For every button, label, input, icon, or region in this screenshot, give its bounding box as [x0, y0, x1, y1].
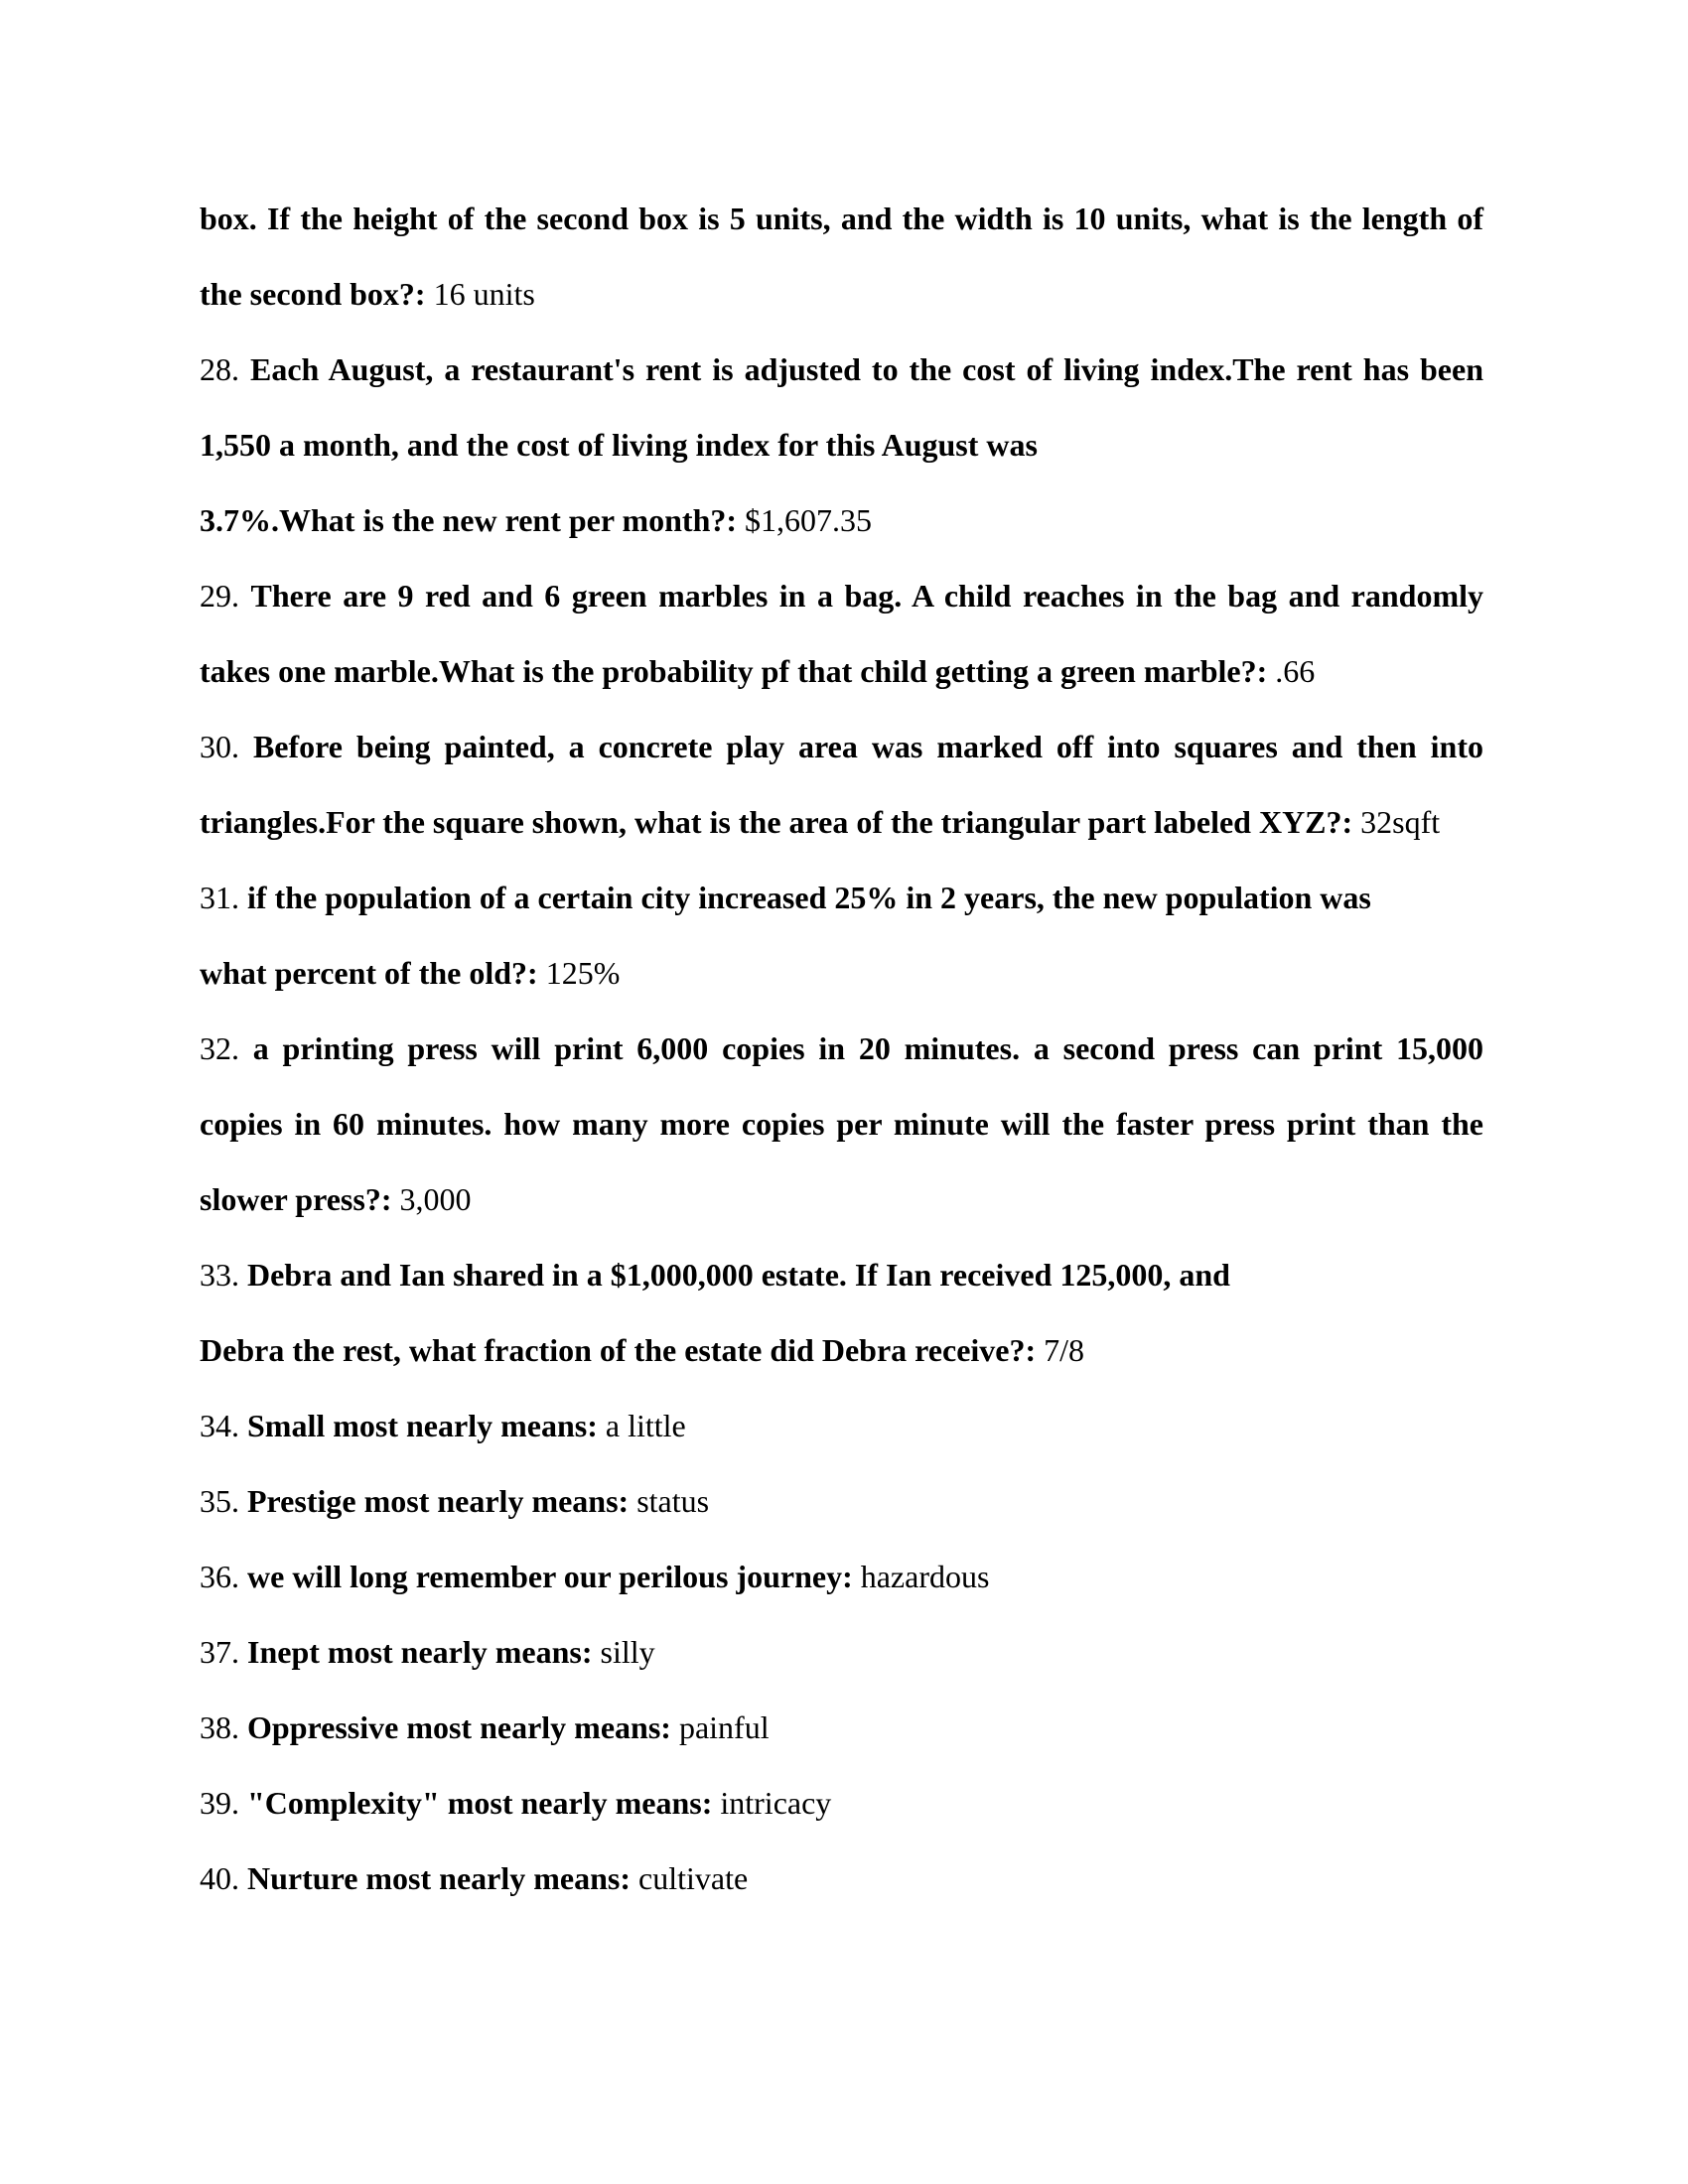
question-text: copies in 60 minutes. how many more copies per minute will the faster press print than the: [200, 1106, 1483, 1142]
answer-text: painful: [678, 1709, 770, 1745]
question-item: [200, 1783, 831, 1823]
text-line: [200, 199, 1483, 238]
text-line: [200, 425, 1038, 465]
question-number: 31.: [200, 880, 239, 915]
question-number: 28.: [200, 351, 239, 387]
answer-text: hazardous: [860, 1559, 990, 1594]
answer-text: 3,000: [399, 1181, 472, 1217]
question-text: we will long remember our perilous journey:: [247, 1559, 853, 1594]
answer-text: .66: [1275, 653, 1316, 689]
text-line: [200, 1104, 1483, 1144]
text-line: [200, 802, 1440, 842]
question-text: triangles.For the square shown, what is the area of the triangular part labeled XYZ?:: [200, 804, 1353, 840]
question-text: Inept most nearly means:: [247, 1634, 593, 1670]
question-item: [200, 1406, 686, 1445]
answer-text: 125%: [545, 955, 621, 991]
question-item: [200, 727, 1483, 766]
question-text: the second box?:: [200, 276, 426, 312]
question-text: 3.7%.What is the new rent per month?:: [200, 502, 738, 538]
question-text: a printing press will print 6,000 copies in 20 minutes. a second press can print 15,000: [252, 1030, 1484, 1066]
question-item: [200, 349, 1483, 389]
question-text: 1,550 a month, and the cost of living index for this August was: [200, 427, 1038, 463]
answer-text: a little: [605, 1408, 686, 1443]
answer-text: cultivate: [638, 1860, 749, 1896]
question-text: takes one marble.What is the probability pf that child getting a green marble?:: [200, 653, 1268, 689]
question-number: 40.: [200, 1860, 239, 1896]
question-number: 37.: [200, 1634, 239, 1670]
text-line: [200, 1179, 471, 1219]
question-item: [200, 1481, 709, 1521]
text-line: [200, 1330, 1084, 1370]
question-number: 33.: [200, 1257, 239, 1293]
question-item: [200, 878, 1371, 917]
question-number: 36.: [200, 1559, 239, 1594]
question-number: 34.: [200, 1408, 239, 1443]
question-item: [200, 1028, 1483, 1068]
question-number: 38.: [200, 1709, 239, 1745]
question-text: Before being painted, a concrete play area was marked off into squares and then into: [252, 729, 1484, 764]
question-item: [200, 1255, 1230, 1295]
question-text: Debra the rest, what fraction of the estate did Debra receive?:: [200, 1332, 1037, 1368]
question-item: [200, 1858, 748, 1898]
question-text: if the population of a certain city increased 25% in 2 years, the new population was: [247, 880, 1371, 915]
answer-text: $1,607.35: [745, 502, 873, 538]
question-number: 39.: [200, 1785, 239, 1821]
question-text: box. If the height of the second box is 5 units, and the width is 10 units, what is the length of: [200, 201, 1483, 236]
question-text: Oppressive most nearly means:: [247, 1709, 671, 1745]
question-text: Each August, a restaurant's rent is adjusted to the cost of living index.The rent has been: [249, 351, 1484, 387]
answer-text: silly: [600, 1634, 655, 1670]
text-line: [200, 274, 535, 314]
question-text: Nurture most nearly means:: [247, 1860, 632, 1896]
question-number: 32.: [200, 1030, 239, 1066]
question-item: [200, 1707, 770, 1747]
answer-text: 16 units: [433, 276, 535, 312]
text-line: [200, 953, 620, 993]
text-line: [200, 500, 872, 540]
question-item: [200, 1632, 655, 1672]
question-number: 35.: [200, 1483, 239, 1519]
question-text: Debra and Ian shared in a $1,000,000 estate. If Ian received 125,000, and: [247, 1257, 1230, 1293]
question-text: "Complexity" most nearly means:: [247, 1785, 713, 1821]
question-number: 29.: [200, 578, 239, 614]
question-number: 30.: [200, 729, 239, 764]
answer-text: status: [636, 1483, 710, 1519]
question-item: [200, 1557, 989, 1596]
question-text: Small most nearly means:: [247, 1408, 598, 1443]
question-item: [200, 576, 1483, 615]
question-text: There are 9 red and 6 green marbles in a bag. A child reaches in the bag and randomly: [250, 578, 1484, 614]
question-text: what percent of the old?:: [200, 955, 538, 991]
answer-text: 7/8: [1044, 1332, 1085, 1368]
text-line: [200, 651, 1315, 691]
answer-text: 32sqft: [1360, 804, 1441, 840]
answer-text: intricacy: [720, 1785, 832, 1821]
question-text: Prestige most nearly means:: [247, 1483, 630, 1519]
question-text: slower press?:: [200, 1181, 392, 1217]
